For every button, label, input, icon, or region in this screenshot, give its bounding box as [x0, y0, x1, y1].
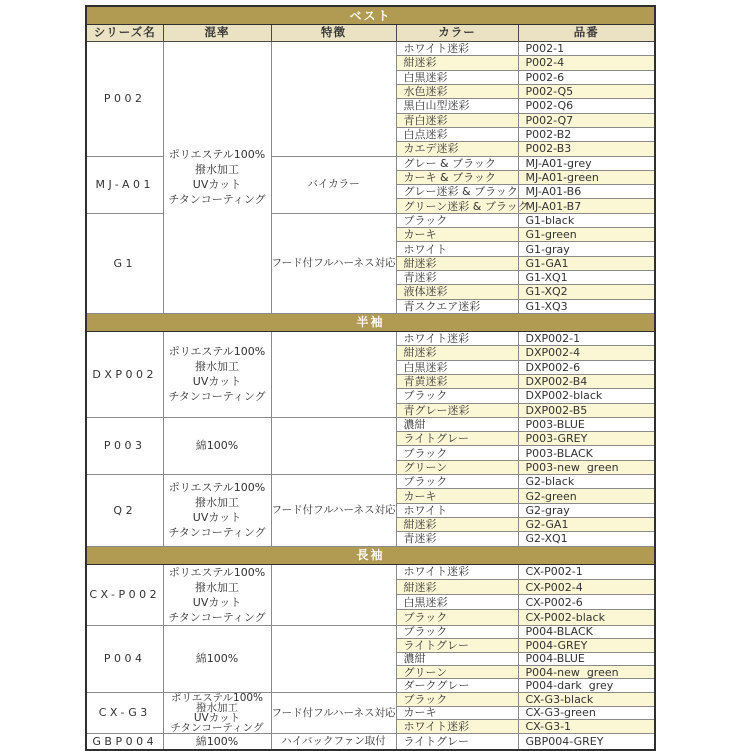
mix-line: 綿100%: [195, 652, 239, 666]
color-cell: 液体迷彩: [396, 285, 518, 299]
mix-line: チタンコーティング: [168, 390, 266, 404]
series-cell: P004: [86, 625, 163, 692]
mix-line: 撥水加工: [195, 496, 239, 510]
product-code-cell: CX-P002-black: [518, 610, 655, 625]
mix-cell: [163, 625, 271, 692]
series-cell: P002: [86, 42, 163, 157]
color-cell: 青白迷彩: [396, 113, 518, 127]
product-code-cell: G2-black: [518, 475, 655, 489]
product-code-cell: P002-B2: [518, 127, 655, 141]
feature-cell: [271, 417, 396, 474]
product-code-cell: MJ-A01-green: [518, 170, 655, 184]
series-cell: GBP004: [86, 733, 163, 750]
product-code-cell: P002-1: [518, 42, 655, 56]
product-code-cell: P003-GREY: [518, 432, 655, 446]
table-row: [86, 331, 655, 345]
mix-cell: [163, 42, 271, 314]
product-code-cell: CX-G3-green: [518, 706, 655, 720]
color-cell: 紺迷彩: [396, 579, 518, 594]
mix-cell: [163, 564, 271, 625]
color-cell: ブラック: [396, 692, 518, 706]
mix-line: 綿100%: [195, 734, 239, 748]
feature-cell: フード付フルハーネス対応: [271, 475, 396, 547]
mix-line: 撥水加工: [195, 580, 239, 594]
product-code-cell: G1-black: [518, 213, 655, 227]
column-header-row: [86, 25, 655, 42]
product-code-cell: G1-XQ2: [518, 285, 655, 299]
product-code-cell: P002-Q7: [518, 113, 655, 127]
color-cell: 濃紺: [396, 417, 518, 431]
feature-cell: ハイバックファン取付: [271, 733, 396, 750]
color-cell: カーキ: [396, 489, 518, 503]
series-cell: P003: [86, 417, 163, 474]
feature-cell: [271, 564, 396, 625]
product-code-cell: CX-P002-6: [518, 595, 655, 610]
color-cell: カーキ: [396, 228, 518, 242]
mix-line: ポリエステル100%: [168, 148, 266, 162]
feature-cell: フード付フルハーネス対応: [271, 213, 396, 313]
product-code-cell: MJ-A01-B7: [518, 199, 655, 213]
product-code-cell: P003-new green: [518, 460, 655, 474]
product-table: [85, 5, 656, 751]
mix-line: チタンコーティング: [170, 721, 264, 734]
product-code-cell: P003-BLACK: [518, 446, 655, 460]
color-cell: 青スクエア迷彩: [396, 299, 518, 313]
color-cell: ホワイト迷彩: [396, 42, 518, 56]
color-cell: 青迷彩: [396, 271, 518, 285]
mix-cell: [163, 417, 271, 474]
product-code-cell: MJ-A01-B6: [518, 185, 655, 199]
color-cell: ブラック: [396, 389, 518, 403]
mix-line: ポリエステル100%: [168, 345, 266, 359]
mix-line: UVカット: [193, 711, 241, 724]
color-cell: ホワイト: [396, 503, 518, 517]
feature-cell: フード付フルハーネス対応: [271, 692, 396, 733]
product-code-cell: P004-new green: [518, 665, 655, 678]
column-header-3: カラー: [396, 25, 518, 42]
product-code-cell: CX-G3-black: [518, 692, 655, 706]
color-cell: ホワイト迷彩: [396, 564, 518, 579]
feature-cell: [271, 331, 396, 417]
table-row: [86, 475, 655, 489]
section-band-long-sleeve: 長袖: [86, 546, 655, 564]
product-code-cell: G2-green: [518, 489, 655, 503]
product-code-cell: P002-4: [518, 56, 655, 70]
table-row: [86, 42, 655, 56]
color-cell: 青迷彩: [396, 532, 518, 546]
section-band-row-vest: [86, 6, 655, 25]
color-cell: ブラック: [396, 446, 518, 460]
product-code-cell: CX-P002-4: [518, 579, 655, 594]
product-code-cell: P002-Q5: [518, 84, 655, 98]
color-cell: グリーン: [396, 665, 518, 678]
mix-line: UVカット: [192, 595, 242, 609]
mix-line: UVカット: [192, 511, 242, 525]
column-header-2: 特徴: [271, 25, 396, 42]
product-code-cell: G2-GA1: [518, 518, 655, 532]
color-cell: ブラック: [396, 625, 518, 638]
product-code-cell: P004-GREY: [518, 639, 655, 652]
color-cell: ライトグレー: [396, 639, 518, 652]
section-band-row-long-sleeve: [86, 546, 655, 564]
product-code-cell: DXP002-black: [518, 389, 655, 403]
mix-cell: [163, 733, 271, 750]
color-cell: 白黒迷彩: [396, 70, 518, 84]
product-code-cell: DXP002-4: [518, 346, 655, 360]
column-header-0: シリーズ名: [86, 25, 163, 42]
mix-line: チタンコーティング: [168, 526, 266, 540]
color-cell: ホワイト迷彩: [396, 331, 518, 345]
product-code-cell: G1-XQ3: [518, 299, 655, 313]
feature-cell: バイカラー: [271, 156, 396, 213]
color-cell: 青グレー迷彩: [396, 403, 518, 417]
table-row: [86, 692, 655, 706]
series-cell: CX-G3: [86, 692, 163, 733]
table-row: [86, 564, 655, 579]
product-code-cell: G1-gray: [518, 242, 655, 256]
product-code-cell: CX-P002-1: [518, 564, 655, 579]
mix-line: 綿100%: [195, 439, 239, 453]
color-cell: ダークグレー: [396, 679, 518, 692]
product-code-cell: G2-gray: [518, 503, 655, 517]
mix-line: チタンコーティング: [168, 193, 266, 207]
series-cell: CX-P002: [86, 564, 163, 625]
color-cell: 青黄迷彩: [396, 374, 518, 388]
mix-line: ポリエステル100%: [170, 691, 264, 704]
product-code-cell: P002-Q6: [518, 99, 655, 113]
product-code-cell: P004-dark grey: [518, 679, 655, 692]
section-band-short-sleeve: 半袖: [86, 313, 655, 331]
color-cell: ホワイト迷彩: [396, 720, 518, 734]
product-code-cell: DXP002-B5: [518, 403, 655, 417]
color-cell: ブラック: [396, 475, 518, 489]
table-row: [86, 417, 655, 431]
product-code-cell: G1-GA1: [518, 256, 655, 270]
color-cell: 紺迷彩: [396, 256, 518, 270]
series-cell: MJ-A01: [86, 156, 163, 213]
color-cell: ライトグレー: [396, 432, 518, 446]
color-cell: ライトグレー: [396, 733, 518, 750]
mix-line: UVカット: [192, 375, 242, 389]
color-cell: ブラック: [396, 213, 518, 227]
product-code-cell: DXP002-B4: [518, 374, 655, 388]
product-code-cell: P004-BLUE: [518, 652, 655, 665]
color-cell: カーキ & ブラック: [396, 170, 518, 184]
mix-line: 撥水加工: [196, 701, 238, 714]
product-code-cell: DXP002-1: [518, 331, 655, 345]
color-cell: カエデ迷彩: [396, 142, 518, 156]
color-cell: ホワイト: [396, 242, 518, 256]
mix-cell: [163, 475, 271, 547]
color-cell: 濃紺: [396, 652, 518, 665]
product-code-cell: G2-XQ1: [518, 532, 655, 546]
color-cell: グレー迷彩 & ブラック: [396, 185, 518, 199]
mix-line: ポリエステル100%: [168, 565, 266, 579]
mix-line: チタンコーティング: [168, 610, 266, 624]
mix-cell: [163, 331, 271, 417]
product-code-cell: P004-BLACK: [518, 625, 655, 638]
color-cell: 白点迷彩: [396, 127, 518, 141]
product-code-cell: G1-XQ1: [518, 271, 655, 285]
product-table-body: [86, 6, 655, 750]
product-code-cell: P003-BLUE: [518, 417, 655, 431]
section-band-row-short-sleeve: [86, 313, 655, 331]
color-cell: カーキ: [396, 706, 518, 720]
product-code-cell: DXP002-6: [518, 360, 655, 374]
color-cell: 紺迷彩: [396, 518, 518, 532]
table-row: [86, 625, 655, 638]
color-cell: グレー & ブラック: [396, 156, 518, 170]
series-cell: Q2: [86, 475, 163, 547]
series-cell: DXP002: [86, 331, 163, 417]
mix-line: UVカット: [192, 178, 242, 192]
product-code-cell: G1-green: [518, 228, 655, 242]
color-cell: 紺迷彩: [396, 346, 518, 360]
mix-line: ポリエステル100%: [168, 481, 266, 495]
color-cell: 紺迷彩: [396, 56, 518, 70]
color-cell: グリーン: [396, 460, 518, 474]
color-cell: グリーン迷彩 & ブラック: [396, 199, 518, 213]
product-code-cell: P002-6: [518, 70, 655, 84]
feature-cell: [271, 625, 396, 692]
color-cell: 白黒迷彩: [396, 360, 518, 374]
mix-line: 撥水加工: [195, 360, 239, 374]
product-code-cell: MJ-A01-grey: [518, 156, 655, 170]
product-code-cell: GBP004-GREY: [518, 733, 655, 750]
series-cell: G1: [86, 213, 163, 313]
column-header-1: 混率: [163, 25, 271, 42]
mix-cell: [163, 692, 271, 733]
section-band-vest: ベスト: [86, 6, 655, 25]
column-header-4: 品番: [518, 25, 655, 42]
feature-cell: [271, 42, 396, 157]
mix-line: 撥水加工: [195, 163, 239, 177]
color-cell: 黒白山型迷彩: [396, 99, 518, 113]
color-cell: 白黒迷彩: [396, 595, 518, 610]
product-code-cell: P002-B3: [518, 142, 655, 156]
product-code-cell: CX-G3-1: [518, 720, 655, 734]
color-cell: ブラック: [396, 610, 518, 625]
table-row: [86, 733, 655, 750]
color-cell: 水色迷彩: [396, 84, 518, 98]
